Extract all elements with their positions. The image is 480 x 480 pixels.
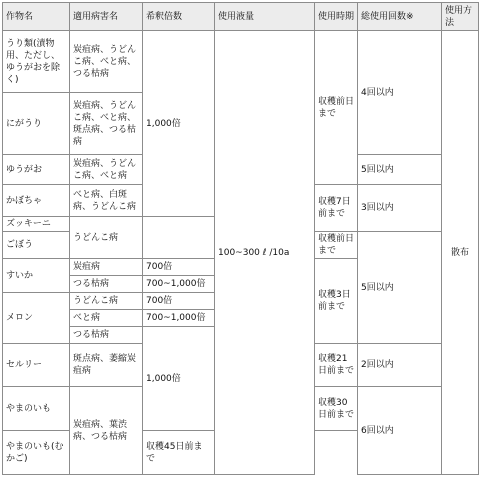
header-dilution: 希釈倍数 [143,3,215,31]
timing-cell: 収穫3日前まで [315,259,358,344]
crop-cell: すいか [3,259,70,293]
dilution-cell: 700~1,000倍 [143,310,215,327]
crop-cell: やまのいも(むかご) [3,431,70,475]
timing-cell: 収穫前日まで [315,232,358,259]
header-volume: 使用液量 [215,3,315,31]
dilution-cell: 1,000倍 [143,31,215,217]
timing-cell: 収穫21日前まで [315,344,358,387]
disease-cell: 炭疽病、うどんこ病、べと病 [70,155,143,185]
dilution-cell: 700倍 [143,293,215,310]
crop-cell: にがうり [3,93,70,155]
disease-cell: 炭疽病、うどんこ病、べと病、斑点病、つる枯病 [70,93,143,155]
dilution-cell: 700倍 [143,259,215,276]
table-row [3,31,479,93]
dilution-cell: 700~1,000倍 [143,276,215,293]
disease-cell: うどんこ病 [70,293,143,310]
disease-cell: つる枯病 [70,276,143,293]
disease-cell: 炭疽病 [70,259,143,276]
disease-cell: べと病、白斑病、うどんこ病 [70,185,143,217]
timing-cell: 収穫前日まで [315,31,358,185]
disease-cell: 炭疽病、葉渋病、つる枯病 [70,387,143,475]
header-count: 総使用回数※ [358,3,442,31]
header-crop: 作物名 [3,3,70,31]
count-cell: 2回以内 [358,344,442,387]
crop-cell: かぼちゃ [3,185,70,217]
crop-cell: メロン [3,293,70,344]
dilution-cell: 1,000倍 [143,327,215,431]
disease-cell: 斑点病、萎縮炭疽病 [70,344,143,387]
crop-cell: ごぼう [3,232,70,259]
dilution-cell [143,217,215,259]
timing-cell: 収穫7日前まで [315,185,358,232]
timing-cell: 収穫30日前まで [315,387,358,431]
count-cell: 4回以内 [358,31,442,155]
crop-cell: やまのいも [3,387,70,431]
disease-cell: つる枯病 [70,327,143,344]
disease-cell: うどんこ病 [70,217,143,259]
count-cell: 3回以内 [358,185,442,232]
count-cell: 5回以内 [358,155,442,185]
header-row [3,3,479,31]
method-cell: 散布 [442,31,479,475]
disease-cell: 炭疽病、うどんこ病、べと病、つる枯病 [70,31,143,93]
timing-cell: 収穫45日前まで [143,431,215,475]
pesticide-usage-table [2,2,479,475]
crop-cell: ゆうがお [3,155,70,185]
crop-cell: ズッキーニ [3,217,70,232]
header-method: 使用方法 [442,3,479,31]
count-cell: 6回以内 [358,387,442,475]
header-disease: 適用病害名 [70,3,143,31]
volume-cell: 100~300 ℓ /10a [215,31,315,475]
disease-cell: べと病 [70,310,143,327]
crop-cell: うり類(漬物用、ただし、ゆうがおを除く) [3,31,70,93]
crop-cell: セルリー [3,344,70,387]
count-cell: 5回以内 [358,232,442,344]
header-timing: 使用時期 [315,3,358,31]
